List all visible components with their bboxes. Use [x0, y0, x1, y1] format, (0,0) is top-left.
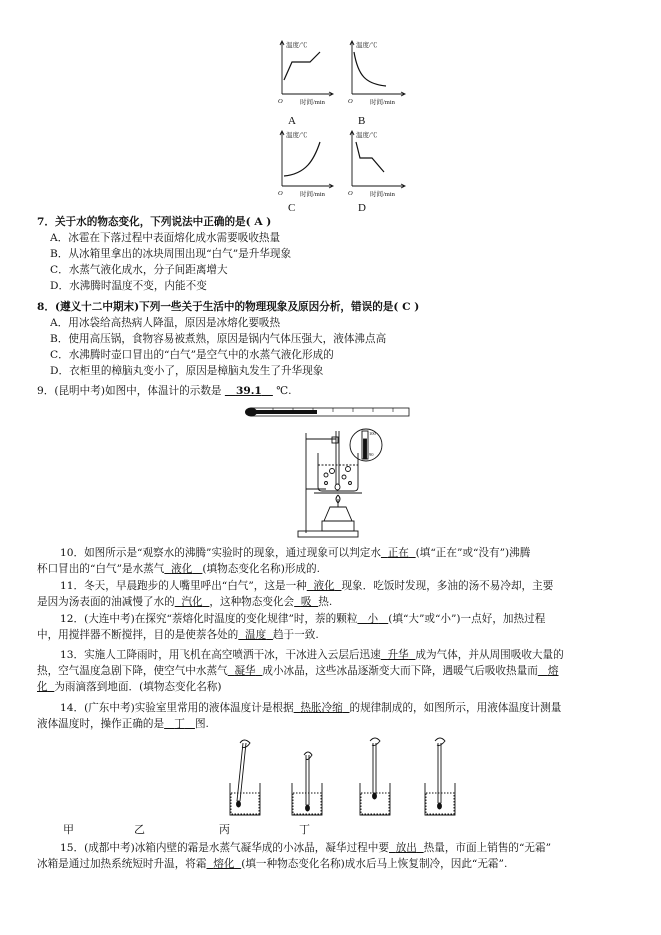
q13-answer3a: 熔	[547, 665, 559, 677]
q12-line1: 12．(大连中考)在探究“萘熔化时温度的变化规律”时，萘的颗粒 小 (填“大”或“小”)一点好，加热过程	[60, 613, 546, 625]
beaker-label-jia: 甲	[63, 824, 74, 836]
q8-option-d: D．衣柜里的樟脑丸变小了，原因是樟脑丸发生了升华现象	[50, 365, 324, 377]
q13-answer1: 升华	[387, 649, 409, 661]
q7-option-a: A．冰雹在下落过程中表面熔化成水需要吸收热量	[50, 232, 281, 244]
q15-answer1: 放出	[395, 842, 417, 854]
clinical-thermometer	[243, 404, 415, 420]
q9-prefix: 9．(昆明中考)如图中，体温计的示数是	[37, 385, 222, 397]
beaker-label-ding: 丁	[299, 824, 310, 836]
q14-answer2: 丁	[174, 718, 185, 730]
q11-line2: 是因为汤表面的油减慢了水的 汽化 ，这种物态变化会 吸 热.	[37, 596, 333, 608]
axis-x-label-c: 时间/min	[300, 191, 325, 198]
graph-label-b: B	[358, 115, 366, 127]
q8-stem: 8．(遵义十二中期末)下列一些关于生活中的物理现象及原因分析，错误的是( C )	[37, 301, 420, 313]
q14-line2: 液体温度时，操作正确的是 丁 图.	[37, 718, 209, 730]
q13-line3: 化 为雨滴落到地面．(填物态变化名称)	[37, 681, 222, 693]
axis-x-label-b: 时间/min	[370, 99, 395, 106]
thermometer-beakers	[220, 735, 460, 821]
q15-line1: 15．(成都中考)冰箱内壁的霜是水蒸气凝华成的小冰晶，凝华过程中要 放出 热量，市面上销售的“无霜”	[60, 842, 552, 854]
q7-stem: 7．关于水的物态变化，下列说法中正确的是( A )	[37, 216, 272, 228]
curve-c	[284, 142, 320, 176]
curve-a	[284, 52, 320, 80]
q9-answer: 39.1	[235, 385, 262, 397]
q12-answer2: 温度	[245, 629, 267, 641]
graph-label-d: D	[358, 202, 366, 214]
q8-option-a: A．用冰袋给高热病人降温，原因是冰熔化要吸热	[50, 317, 281, 329]
q10-line2: 杯口冒出的“白气”是水蒸气 液化 (填物态变化名称)形成的.	[37, 563, 320, 575]
q8-option-c: C．水沸腾时壶口冒出的“白气”是空气中的水蒸气液化形成的	[50, 349, 334, 361]
curve-d	[356, 142, 384, 172]
beaker-label-yi: 乙	[134, 824, 145, 836]
origin-b: O	[348, 98, 353, 105]
q12-line2: 中，用搅拌器不断搅拌，目的是使萘各处的 温度 趋于一致.	[37, 629, 319, 641]
axis-x-label-a: 时间/min	[300, 99, 325, 106]
q9-suffix: ℃.	[276, 385, 292, 397]
scale-90: 90	[369, 452, 374, 457]
origin-a: O	[278, 98, 283, 105]
axis-x-label-d: 时间/min	[370, 191, 395, 198]
q11-answer1: 液化	[313, 580, 335, 592]
q14-line1: 14．(广东中考)实验室里常用的液体温度计是根据 热胀冷缩 的规律制成的，如图所示，用液体温度计测量	[60, 702, 562, 714]
q15-line2: 冰箱是通过加热系统短时升温，将霜 熔化 (填一种物态变化名称)成水后马上恢复制冷，因此“无霜”.	[37, 858, 508, 870]
q12-answer1: 小	[367, 613, 379, 625]
axis-y-label-b: 温度/℃	[356, 42, 378, 49]
q9-line	[37, 383, 633, 399]
axis-y-label-a: 温度/℃	[286, 42, 308, 49]
scale-100: 100	[369, 431, 376, 436]
origin-d: O	[348, 190, 353, 197]
q13-line1: 13．实施人工降雨时，用飞机在高空喷洒干冰，干冰进入云层后迅速 升华 成为气体，并从周围吸收大量的	[60, 649, 564, 661]
q11-answer2: 汽化	[181, 596, 203, 608]
q15-answer2: 熔化	[213, 858, 235, 870]
q7-option-c: C．水蒸气液化成水，分子间距离增大	[50, 264, 228, 276]
q7-option-d: D．水沸腾时温度不变，内能不变	[50, 280, 207, 292]
curve-b	[354, 52, 386, 86]
axis-y-label-c: 温度/℃	[286, 132, 308, 139]
q11-line1: 11．冬天，早晨跑步的人嘴里呼出“白气”，这是一种 液化 现象．吃饭时发现，多油的汤不易冷却，主要	[60, 580, 554, 592]
temperature-time-graphs	[270, 36, 420, 216]
boiling-water-apparatus	[296, 425, 392, 543]
q14-answer1: 热胀冷缩	[300, 702, 343, 714]
q8-option-b: B．使用高压锅，食物容易被煮熟，原因是锅内气体压强大，液体沸点高	[50, 333, 387, 345]
graph-label-a: A	[288, 115, 296, 127]
q13-answer3b: 化	[37, 681, 48, 693]
origin-c: O	[278, 190, 283, 197]
q13-answer2: 凝华	[234, 665, 256, 677]
q13-line2: 热，空气温度急剧下降，使空气中水蒸气 凝华 成小冰晶，这些冰晶逐渐变大而下降，遇暖气后吸收热量而 熔	[37, 665, 559, 677]
q10-answer2: 液化	[171, 563, 193, 575]
axis-y-label-d: 温度/℃	[356, 132, 378, 139]
q11-answer3: 吸	[300, 596, 312, 608]
beaker-label-bing: 丙	[219, 824, 230, 836]
q10-answer1: 正在	[387, 547, 409, 559]
graph-label-c: C	[288, 202, 296, 214]
q10-line1: 10．如图所示是“观察水的沸腾”实验时的现象，通过现象可以判定水 正在 (填“正在”或“没有”)沸腾	[60, 547, 531, 559]
q7-option-b: B．从冰箱里拿出的冰块周围出现“白气”是升华现象	[50, 248, 292, 260]
